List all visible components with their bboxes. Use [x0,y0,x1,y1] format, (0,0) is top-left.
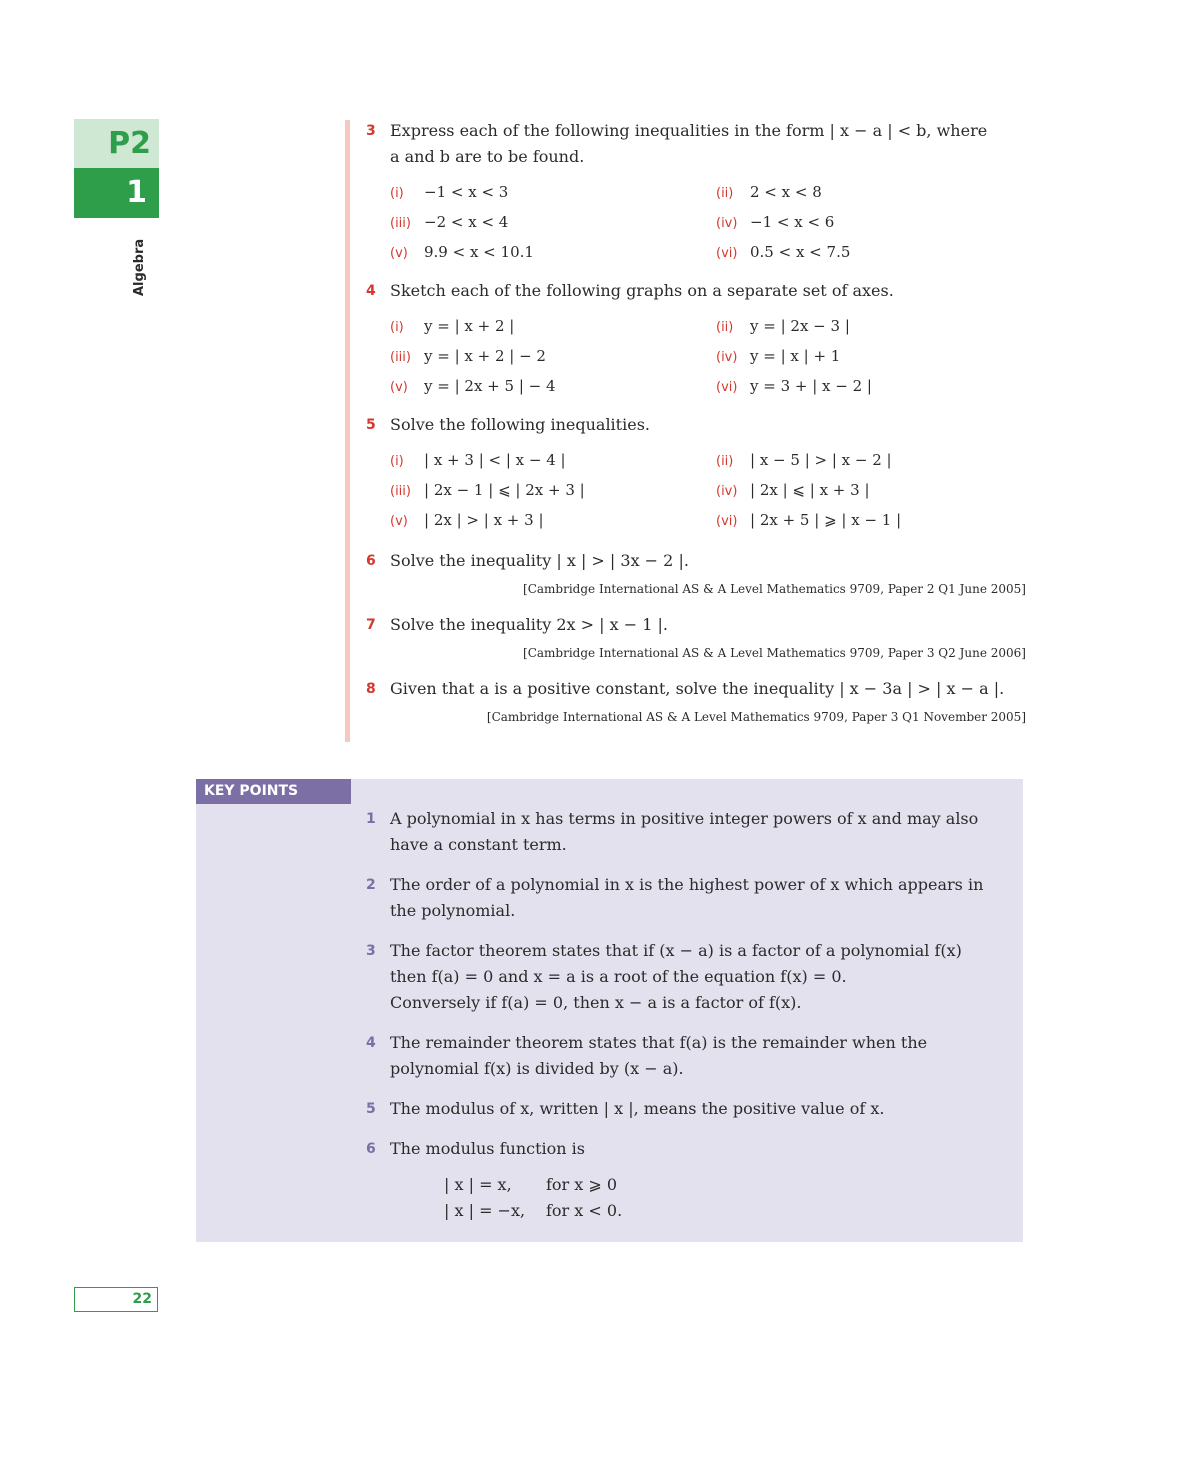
question-part: (iv) y = | x | + 1 [716,347,841,365]
key-point-number: 4 [366,1035,376,1051]
chapter-label: Algebra [132,238,147,296]
question-number: 6 [366,553,376,569]
question-part: (vi) | 2x + 5 | ⩾ | x − 1 | [716,511,902,529]
exercise-4 [366,278,1026,402]
question-part: (iv) −1 < x < 6 [716,213,835,231]
question-text: Given that a is a positive constant, solve the inequality | x − 3a | > | x − a |. [390,679,1005,698]
unit-badge: P2 [74,119,159,168]
key-point-number: 1 [366,811,376,827]
question-text: Solve the inequality | x | > | 3x − 2 |. [390,551,689,570]
exam-source: [Cambridge International AS & A Level Mathematics 9709, Paper 2 Q1 June 2005] [523,582,1026,596]
key-point [366,806,996,858]
question-number: 4 [366,283,376,299]
question-parts [390,312,1026,402]
question-parts [390,446,1026,536]
question-part: (v) 9.9 < x < 10.1 [390,243,534,261]
question-number: 5 [366,417,376,433]
key-point-text: The factor theorem states that if (x − a) is a factor of a polynomial f(x) then f(a) = 0 and x = a is a root of the equation f(x) = 0. [390,941,962,986]
question-text: Solve the following inequalities. [390,415,650,434]
exercise-5 [366,412,1026,536]
exercise-list [366,118,1026,726]
exam-source: [Cambridge International AS & A Level Mathematics 9709, Paper 3 Q2 June 2006] [523,646,1026,660]
question-part: (v) y = | 2x + 5 | − 4 [390,377,556,395]
question-number: 7 [366,617,376,633]
question-parts [390,178,1026,268]
modulus-row: | x | = −x, for x < 0. [444,1201,623,1220]
key-point [366,1030,996,1082]
question-part: (i) −1 < x < 3 [390,183,509,201]
exercise-7 [366,612,1026,662]
question-number: 3 [366,123,376,139]
key-point [366,1136,996,1224]
key-point-text: Conversely if f(a) = 0, then x − a is a factor of f(x). [390,993,802,1012]
question-part: (vi) y = 3 + | x − 2 | [716,377,872,395]
question-part: (iii) | 2x − 1 | ⩽ | 2x + 3 | [390,481,585,499]
key-points-list [366,806,996,1238]
key-point-text: The remainder theorem states that f(a) is the remainder when the polynomial f(x) is divided by (x − a). [390,1033,928,1078]
question-part: (iv) | 2x | ⩽ | x + 3 | [716,481,870,499]
chapter-badge: 1 [74,168,159,218]
question-part: (ii) 2 < x < 8 [716,183,822,201]
question-text: Sketch each of the following graphs on a separate set of axes. [390,281,894,300]
key-point-number: 3 [366,943,376,959]
question-part: (i) y = | x + 2 | [390,317,515,335]
question-number: 8 [366,681,376,697]
exercise-3 [366,118,1026,268]
modulus-row: | x | = x, for x ⩾ 0 [444,1175,618,1194]
key-points-heading: KEY POINTS [196,779,351,804]
key-point-number: 2 [366,877,376,893]
question-text: Solve the inequality 2x > | x − 1 |. [390,615,668,634]
question-part: (iii) y = | x + 2 | − 2 [390,347,546,365]
question-part: (vi) 0.5 < x < 7.5 [716,243,851,261]
key-point-number: 6 [366,1141,376,1157]
key-point [366,872,996,924]
question-part: (iii) −2 < x < 4 [390,213,509,231]
key-point-text: A polynomial in x has terms in positive integer powers of x and may also have a constant term. [390,809,979,854]
exam-source: [Cambridge International AS & A Level Mathematics 9709, Paper 3 Q1 November 2005] [486,710,1026,724]
exercise-side-bar [345,120,350,742]
key-point [366,938,996,1016]
question-text: Express each of the following inequalities in the form | x − a | < b, where a and b are to be found. [390,121,988,166]
question-part: (i) | x + 3 | < | x − 4 | [390,451,566,469]
exercise-6 [366,548,1026,598]
key-point [366,1096,996,1122]
key-point-text: The order of a polynomial in x is the highest power of x which appears in the polynomial. [390,875,984,920]
page-number: 22 [74,1287,158,1312]
key-point-text: The modulus of x, written | x |, means the positive value of x. [390,1099,885,1118]
key-points-panel [196,779,1023,1242]
exercise-8 [366,676,1026,726]
key-point-number: 5 [366,1101,376,1117]
modulus-definition [444,1172,996,1224]
question-part: (v) | 2x | > | x + 3 | [390,511,544,529]
question-part: (ii) | x − 5 | > | x − 2 | [716,451,892,469]
key-point-text: The modulus function is [390,1139,585,1158]
question-part: (ii) y = | 2x − 3 | [716,317,850,335]
